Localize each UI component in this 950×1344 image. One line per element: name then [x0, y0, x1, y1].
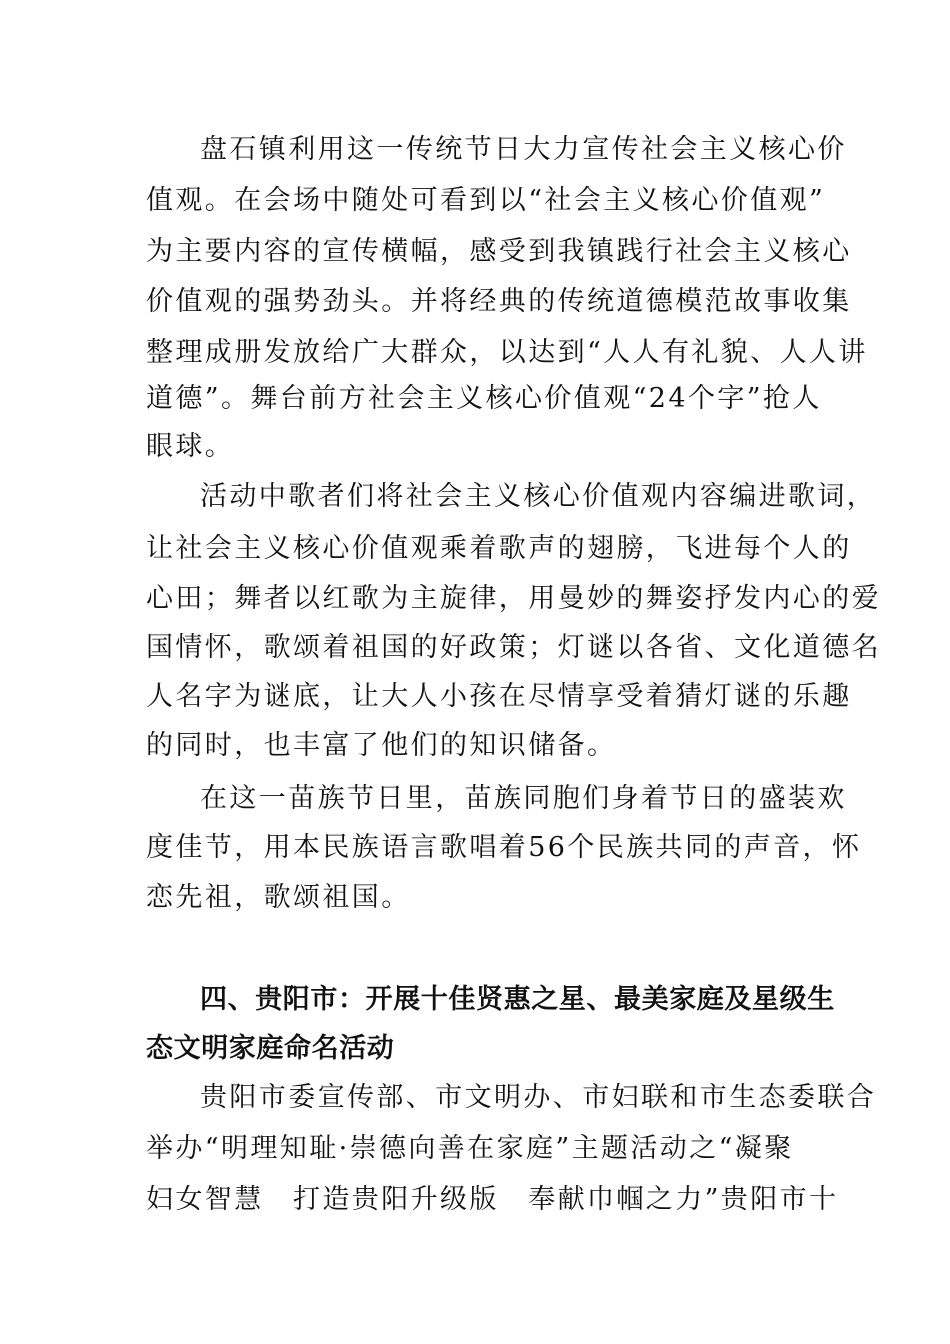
paragraph-line: 整理成册发放给广大群众，以达到“人人有礼貌、人人讲	[146, 337, 868, 368]
paragraph-line: 活动中歌者们将社会主义核心价值观内容编进歌词，	[200, 481, 877, 512]
paragraph-line: 举办“明理知耻·崇德向善在家庭”主题活动之“凝聚	[146, 1133, 794, 1164]
paragraph-line: 盘石镇利用这一传统节日大力宣传社会主义核心价	[200, 134, 847, 165]
paragraph-line: 为主要内容的宣传横幅，感受到我镇践行社会主义核心	[146, 236, 852, 267]
paragraph-line: 度佳节，用本民族语言歌唱着56个民族共同的声音，怀	[146, 832, 862, 863]
heading-line: 四、贵阳市：开展十佳贤惠之星、最美家庭及星级生	[200, 984, 835, 1015]
paragraph-line: 人名字为谜底，让大人小孩在尽情享受着猜灯谜的乐趣	[146, 681, 852, 712]
paragraph-line: 恋先祖，歌颂祖国。	[146, 882, 411, 913]
paragraph-line: 心田；舞者以红歌为主旋律，用曼妙的舞姿抒发内心的爱	[146, 583, 881, 614]
paragraph-line: 妇女智慧 打造贵阳升级版 奉献巾帼之力”贵阳市十	[146, 1184, 839, 1215]
paragraph-line: 让社会主义核心价值观乘着歌声的翅膀，飞进每个人的	[146, 533, 852, 564]
paragraph-line: 道德”。舞台前方社会主义核心价值观“24个字”抢人	[146, 383, 822, 414]
paragraph-line: 贵阳市委宣传部、市文明办、市妇联和市生态委联合	[200, 1082, 877, 1113]
paragraph-line: 眼球。	[146, 431, 235, 462]
paragraph-line: 价值观的强势劲头。并将经典的传统道德模范故事收集	[146, 286, 852, 317]
paragraph-line: 国情怀，歌颂着祖国的好政策；灯谜以各省、文化道德名	[146, 632, 881, 663]
paragraph-line: 的同时，也丰富了他们的知识储备。	[146, 730, 617, 761]
paragraph-line: 值观。在会场中随处可看到以“社会主义核心价值观”	[146, 185, 826, 216]
heading-line: 态文明家庭命名活动	[146, 1033, 395, 1064]
paragraph-line: 在这一苗族节日里，苗族同胞们身着节日的盛装欢	[200, 783, 847, 814]
